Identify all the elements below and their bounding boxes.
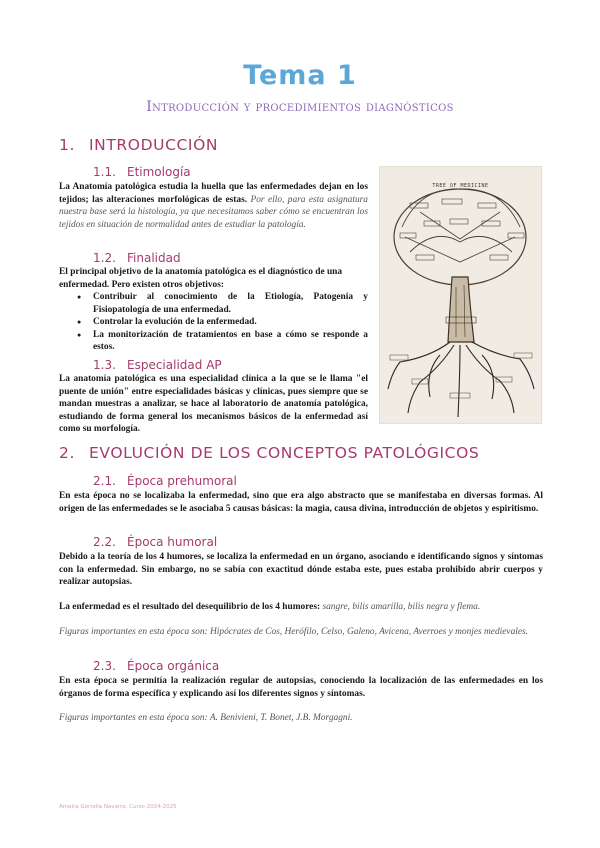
section-2-title: EVOLUCIÓN DE LOS CONCEPTOS PATOLÓGICOS: [89, 444, 480, 462]
subsection-1-2-number: 1.2.: [93, 251, 116, 265]
humoral-paragraph: Debido a la teoría de los 4 humores, se localiza la enfermedad en un órgano, asociando e identificando signos y síntomas con la enfermedad. Sin embargo, no se sabía con exactitud dónde estaba este, pues estaba prohibido abrir cuerpos y realizar autopsias.: [59, 552, 543, 588]
organica-figures-paragraph: Figuras importantes en esta época son: A. Benivieni, T. Bonet, J.B. Morgagni.: [59, 713, 353, 723]
footer-author: Amaira Gorrella Navarro. Curso 2024-2025: [59, 804, 177, 810]
subsection-2-3-number: 2.3.: [93, 659, 116, 673]
subsection-2-3-heading: [93, 659, 219, 673]
finalidad-list: [59, 291, 368, 354]
list-item: ● La monitorización de tratamientos en base a cómo se responde a estos.: [59, 329, 368, 354]
humors-bold-text: La enfermedad es el resultado del desequilibrio de los 4 humores:: [59, 602, 321, 612]
subsection-1-1-number: 1.1.: [93, 165, 116, 179]
subsection-1-2-title: Finalidad: [127, 251, 181, 265]
subsection-2-1-heading: [93, 474, 237, 488]
humoral-figures-paragraph: Figuras importantes en esta época son: Hipócrates de Cos, Herófilo, Celso, Galeno, Avicena, Averroes y monjes medievales.: [59, 627, 529, 637]
tree-of-medicine-illustration-icon: [380, 167, 541, 423]
etimologia-italic-text: Por ello, para esta asignatura nuestra base será la histología, ya que necesitamos saber cómo se encuentran los tejidos en situación de normalidad antes de estudiar la patología.: [59, 194, 368, 230]
subsection-2-3-title: Época orgánica: [127, 659, 220, 673]
section-1-heading: [59, 136, 218, 154]
section-2-heading: [59, 444, 479, 462]
etimologia-paragraph: [59, 181, 368, 231]
humors-paragraph: [59, 601, 543, 614]
subsection-2-1-number: 2.1.: [93, 474, 116, 488]
list-item: ● Controlar la evolución de la enfermedad.: [59, 316, 368, 329]
page-subtitle: Introducción y procedimientos diagnósticos: [146, 99, 454, 115]
subsection-2-2-heading: [93, 535, 217, 549]
page-title: Tema 1: [243, 60, 357, 91]
finalidad-paragraph: El principal objetivo de la anatomía patológica es el diagnóstico de una enfermedad. Pero existen otros objetivos:: [59, 267, 343, 290]
prehumoral-paragraph: En esta época no se localizaba la enfermedad, sino que era algo abstracto que se manifestaba en diversas formas. Al origen de las enfermedades se le asociaba 5 causas básicas: la magia, causa divina, introducción de objetos y espiritismo.: [59, 491, 543, 514]
section-1-title: INTRODUCCIÓN: [89, 136, 219, 154]
subsection-1-1-heading: [93, 165, 191, 179]
subsection-2-2-number: 2.2.: [93, 535, 116, 549]
subsection-1-3-title: Especialidad AP: [127, 358, 222, 372]
section-2-number: 2.: [59, 444, 75, 462]
subsection-1-3-heading: [93, 358, 222, 372]
subsection-1-1-title: Etimología: [127, 165, 191, 179]
subsection-1-2-heading: [93, 251, 181, 265]
tree-of-medicine-image: [379, 166, 542, 424]
list-item: ● Contribuir al conocimiento de la Etiología, Patogenia y Fisiopatología de una enfermedad.: [59, 291, 368, 316]
especialidad-paragraph: La anatomía patológica es una especialidad clínica a la que se le llama "el puente de unión" entre especialidades básicas y clínicas, pues siempre que se mandan muestras a analizar, se hace al laboratorio de anatomía patológica, estudiando de forma general los mecanismos básicos de la enfermedad así como su morfología.: [59, 374, 368, 435]
tree-caption: TREE OF MEDICINE: [432, 183, 489, 189]
section-1-number: 1.: [59, 136, 75, 154]
subsection-2-1-title: Época prehumoral: [127, 474, 237, 488]
subsection-2-2-title: Época humoral: [127, 535, 218, 549]
subsection-1-3-number: 1.3.: [93, 358, 116, 372]
humors-italic-text: sangre, bilis amarilla, bilis negra y flema.: [322, 602, 481, 612]
organica-paragraph: En esta época se permitía la realización regular de autopsias, conociendo la localización de las enfermedades en los órganos de forma específica y explicando así los diferentes signos y síntomas.: [59, 676, 543, 699]
etimologia-bold-text: La Anatomía patológica estudia la huella que las enfermedades dejan en los tejidos; las alteraciones morfológicas de estas.: [59, 182, 368, 205]
